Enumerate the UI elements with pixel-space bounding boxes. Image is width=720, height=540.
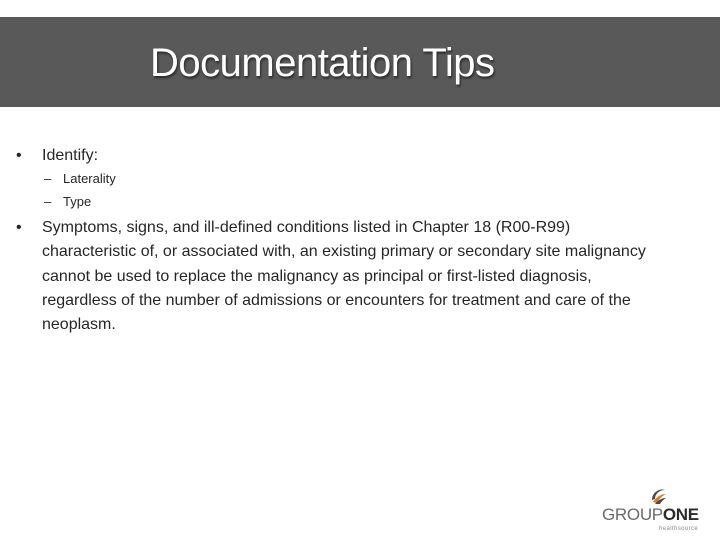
slide-title: Documentation Tips	[150, 41, 495, 85]
bullet-text: Identify:	[42, 147, 99, 164]
bullet-icon: •	[16, 147, 22, 164]
logo-wordmark: GROUPONE	[602, 505, 699, 524]
dash-icon: –	[44, 194, 52, 209]
bullet-item-symptoms	[16, 216, 656, 337]
group-one-swirl-icon	[648, 486, 668, 506]
sub-item-text: Laterality	[63, 171, 116, 186]
sub-item-text: Type	[63, 194, 92, 209]
logo-tagline: healthsource	[659, 526, 699, 532]
group-one-logo	[602, 486, 714, 536]
bullet-text: Symptoms, signs, and ill-defined conditions listed in Chapter 18 (R00-R99) characteristic of, or associated with, an existing primary or secondary site malignancy cannot be used to replace the malignancy as principal or first-listed diagnosis, regardless of the number of admissions or encounters for treatment and care of the neoplasm.	[42, 219, 646, 334]
bullet-icon: •	[16, 219, 22, 236]
dash-icon: –	[44, 171, 52, 186]
